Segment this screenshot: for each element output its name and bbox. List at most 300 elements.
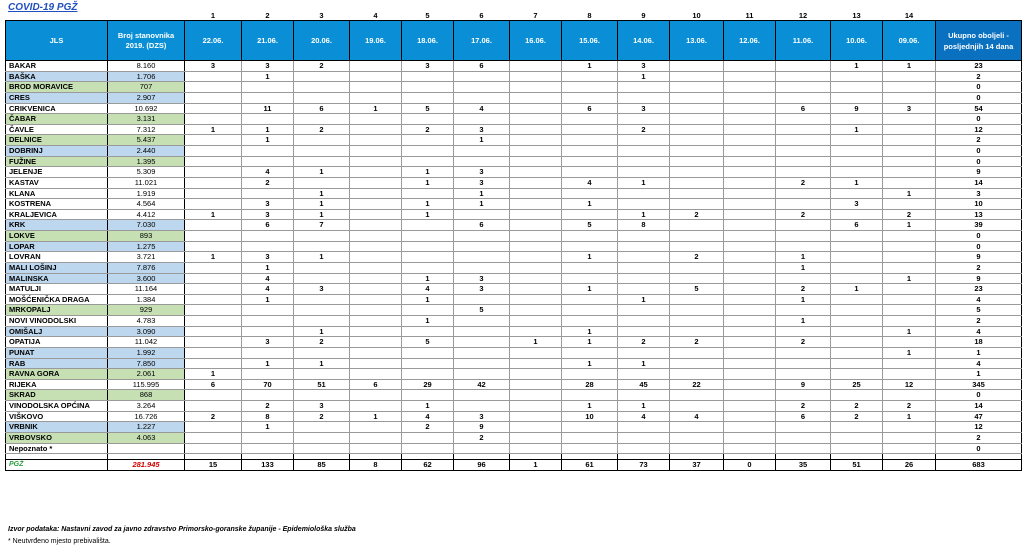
day-total-cell: 8 (350, 460, 402, 471)
day-cell (618, 199, 670, 210)
day-cell (350, 209, 402, 220)
day-cell (294, 71, 350, 82)
population-cell: 3.131 (108, 114, 185, 125)
table-row (6, 273, 1022, 284)
day-cell (883, 114, 936, 125)
day-cell: 3 (454, 284, 510, 295)
day-cell (185, 220, 242, 231)
day-cell: 1 (562, 337, 618, 348)
day-cell (883, 294, 936, 305)
day-cell (510, 411, 562, 422)
date-header: 10.06. (831, 21, 883, 61)
day-cell (510, 284, 562, 295)
day-total-cell: 1 (510, 460, 562, 471)
day-cell: 4 (618, 411, 670, 422)
day-cell (510, 273, 562, 284)
day-cell: 2 (831, 411, 883, 422)
grand-total-cell: 683 (936, 460, 1022, 471)
day-cell (402, 135, 454, 146)
municipality-name: KLANA (6, 188, 108, 199)
table-row (6, 231, 1022, 242)
day-cell: 1 (242, 135, 294, 146)
day-cell (883, 316, 936, 327)
day-cell: 1 (242, 262, 294, 273)
day-cell (294, 156, 350, 167)
table-row (6, 326, 1022, 337)
day-cell (883, 284, 936, 295)
day-cell: 1 (776, 252, 831, 263)
day-cell (670, 326, 724, 337)
day-cell (185, 305, 242, 316)
day-total-cell: 62 (402, 460, 454, 471)
day-cell (883, 262, 936, 273)
population-cell: 1.384 (108, 294, 185, 305)
day-cell (724, 156, 776, 167)
day-cell: 2 (776, 337, 831, 348)
day-cell (724, 61, 776, 72)
table-row (6, 146, 1022, 157)
day-cell: 3 (454, 273, 510, 284)
day-cell (618, 252, 670, 263)
day-cell: 3 (242, 337, 294, 348)
day-cell (562, 156, 618, 167)
population-cell: 1.275 (108, 241, 185, 252)
day-cell (350, 177, 402, 188)
day-cell: 1 (562, 61, 618, 72)
day-cell (724, 135, 776, 146)
day-cell (724, 103, 776, 114)
day-cell (510, 156, 562, 167)
day-cell: 1 (883, 326, 936, 337)
day-cell: 1 (294, 209, 350, 220)
population-cell: 115.995 (108, 379, 185, 390)
day-cell (242, 82, 294, 93)
day-cell: 1 (294, 326, 350, 337)
day-cell (776, 390, 831, 401)
day-cell (670, 390, 724, 401)
day-cell: 3 (454, 177, 510, 188)
day-cell (831, 305, 883, 316)
population-cell: 4.063 (108, 432, 185, 443)
population-cell: 16.726 (108, 411, 185, 422)
day-cell (350, 156, 402, 167)
day-cell: 8 (242, 411, 294, 422)
day-cell (670, 422, 724, 433)
day-cell (350, 167, 402, 178)
day-cell: 70 (242, 379, 294, 390)
municipality-name: Nepoznato * (6, 443, 108, 454)
day-cell (776, 146, 831, 157)
day-cell: 1 (242, 358, 294, 369)
day-cell: 11 (242, 103, 294, 114)
row-total-cell: 0 (936, 92, 1022, 103)
covid-table (5, 10, 1022, 471)
day-cell (618, 390, 670, 401)
table-row (6, 177, 1022, 188)
day-cell (670, 146, 724, 157)
day-cell (670, 369, 724, 380)
day-cell (618, 92, 670, 103)
day-cell: 1 (454, 135, 510, 146)
day-cell (724, 146, 776, 157)
day-cell (185, 273, 242, 284)
row-total-cell: 4 (936, 326, 1022, 337)
population-cell: 3.600 (108, 273, 185, 284)
row-total-cell: 2 (936, 432, 1022, 443)
row-total-cell: 4 (936, 358, 1022, 369)
day-cell (883, 199, 936, 210)
day-cell (670, 294, 724, 305)
day-cell (185, 358, 242, 369)
day-cell (670, 82, 724, 93)
day-cell (242, 241, 294, 252)
row-total-cell: 0 (936, 241, 1022, 252)
day-cell (350, 241, 402, 252)
day-cell (831, 262, 883, 273)
day-cell (185, 156, 242, 167)
table-row (6, 135, 1022, 146)
day-cell (670, 220, 724, 231)
day-cell (510, 188, 562, 199)
municipality-name: DOBRINJ (6, 146, 108, 157)
day-cell: 1 (883, 411, 936, 422)
day-total-cell: 51 (831, 460, 883, 471)
population-cell: 707 (108, 82, 185, 93)
day-cell (402, 347, 454, 358)
date-header: 17.06. (454, 21, 510, 61)
day-cell (724, 177, 776, 188)
day-cell (562, 305, 618, 316)
day-cell (724, 305, 776, 316)
day-cell: 3 (454, 167, 510, 178)
day-cell (185, 241, 242, 252)
row-total-cell: 0 (936, 390, 1022, 401)
date-header: 20.06. (294, 21, 350, 61)
table-row (6, 241, 1022, 252)
day-cell (402, 369, 454, 380)
header-row (6, 21, 1022, 61)
day-cell (454, 443, 510, 454)
day-cell (185, 199, 242, 210)
row-total-cell: 345 (936, 379, 1022, 390)
day-cell (350, 432, 402, 443)
day-cell (724, 443, 776, 454)
day-cell (724, 316, 776, 327)
day-cell (562, 422, 618, 433)
day-cell: 1 (185, 209, 242, 220)
day-cell: 2 (294, 124, 350, 135)
day-cell: 25 (831, 379, 883, 390)
day-cell (618, 156, 670, 167)
day-cell (454, 316, 510, 327)
day-cell (454, 156, 510, 167)
day-cell (185, 188, 242, 199)
population-cell: 5.309 (108, 167, 185, 178)
day-cell (350, 82, 402, 93)
municipality-name: RAB (6, 358, 108, 369)
date-header: 09.06. (883, 21, 936, 61)
municipality-name: KRALJEVICA (6, 209, 108, 220)
day-cell: 1 (618, 294, 670, 305)
day-cell: 3 (242, 209, 294, 220)
population-cell: 11.164 (108, 284, 185, 295)
population-header: Broj stanovnika 2019. (DZS) (108, 21, 185, 61)
day-cell: 5 (402, 337, 454, 348)
day-cell (670, 432, 724, 443)
column-number: 11 (745, 10, 754, 20)
day-cell (618, 167, 670, 178)
day-cell (294, 241, 350, 252)
day-cell: 1 (294, 199, 350, 210)
day-cell: 1 (402, 294, 454, 305)
table-row (6, 294, 1022, 305)
row-total-cell: 2 (936, 71, 1022, 82)
day-cell (185, 82, 242, 93)
population-cell: 7.030 (108, 220, 185, 231)
day-cell: 2 (402, 422, 454, 433)
day-cell: 1 (776, 316, 831, 327)
day-cell (242, 305, 294, 316)
day-cell: 2 (618, 337, 670, 348)
day-cell: 9 (831, 103, 883, 114)
day-cell (562, 316, 618, 327)
population-cell: 2.907 (108, 92, 185, 103)
day-cell (562, 369, 618, 380)
table-row (6, 262, 1022, 273)
date-header: 14.06. (618, 21, 670, 61)
day-cell: 1 (562, 284, 618, 295)
day-cell (618, 326, 670, 337)
day-cell (454, 294, 510, 305)
day-cell (562, 231, 618, 242)
day-cell (185, 316, 242, 327)
day-cell (724, 337, 776, 348)
table-row (6, 167, 1022, 178)
table-row (6, 209, 1022, 220)
day-cell: 1 (402, 401, 454, 412)
day-cell (510, 294, 562, 305)
municipality-name: LOVRAN (6, 252, 108, 263)
population-cell: 2.061 (108, 369, 185, 380)
day-cell: 1 (883, 347, 936, 358)
day-cell: 51 (294, 379, 350, 390)
column-number: 10 (692, 10, 701, 20)
day-cell (402, 71, 454, 82)
day-cell: 2 (294, 61, 350, 72)
day-cell: 2 (402, 124, 454, 135)
day-cell (831, 188, 883, 199)
municipality-name: MOŠĆENIČKA DRAGA (6, 294, 108, 305)
day-cell (776, 124, 831, 135)
population-cell: 1.227 (108, 422, 185, 433)
municipality-name: RAVNA GORA (6, 369, 108, 380)
day-cell: 1 (402, 273, 454, 284)
day-cell (294, 114, 350, 125)
table-row (6, 316, 1022, 327)
table-row (6, 61, 1022, 72)
day-cell (294, 347, 350, 358)
day-cell (776, 273, 831, 284)
day-cell: 1 (294, 167, 350, 178)
day-total-cell: 73 (618, 460, 670, 471)
day-cell (510, 61, 562, 72)
day-cell: 6 (350, 379, 402, 390)
day-cell: 1 (185, 252, 242, 263)
day-cell (402, 231, 454, 242)
day-cell: 4 (402, 284, 454, 295)
day-cell (776, 326, 831, 337)
table-row (6, 379, 1022, 390)
day-cell (724, 199, 776, 210)
day-cell (831, 146, 883, 157)
day-cell (724, 358, 776, 369)
day-cell (883, 305, 936, 316)
day-cell (454, 241, 510, 252)
day-cell (776, 231, 831, 242)
day-cell (618, 316, 670, 327)
day-cell (831, 337, 883, 348)
day-cell: 2 (883, 209, 936, 220)
day-cell (776, 358, 831, 369)
row-total-cell: 4 (936, 294, 1022, 305)
column-number: 13 (852, 10, 861, 20)
day-cell: 1 (454, 199, 510, 210)
day-cell (454, 369, 510, 380)
day-cell (776, 167, 831, 178)
day-cell (562, 167, 618, 178)
day-cell: 1 (242, 124, 294, 135)
day-cell (242, 432, 294, 443)
day-cell (724, 252, 776, 263)
municipality-name: OMIŠALJ (6, 326, 108, 337)
day-cell: 6 (242, 220, 294, 231)
day-cell (724, 114, 776, 125)
day-cell (510, 92, 562, 103)
municipality-name: RIJEKA (6, 379, 108, 390)
day-cell (670, 401, 724, 412)
day-cell: 1 (618, 358, 670, 369)
day-cell (510, 358, 562, 369)
day-cell (350, 92, 402, 103)
day-cell: 3 (454, 411, 510, 422)
day-cell (724, 432, 776, 443)
day-cell: 5 (670, 284, 724, 295)
day-cell (724, 124, 776, 135)
day-cell (402, 326, 454, 337)
day-cell: 1 (454, 188, 510, 199)
day-cell (402, 432, 454, 443)
day-cell: 5 (402, 103, 454, 114)
day-cell (724, 92, 776, 103)
day-cell (294, 305, 350, 316)
day-cell: 1 (883, 220, 936, 231)
day-cell (350, 422, 402, 433)
day-cell (402, 188, 454, 199)
day-cell (510, 82, 562, 93)
day-total-cell: 85 (294, 460, 350, 471)
day-cell (883, 82, 936, 93)
day-cell (776, 71, 831, 82)
day-cell (618, 443, 670, 454)
day-cell (670, 305, 724, 316)
day-cell (776, 305, 831, 316)
day-cell (618, 305, 670, 316)
day-cell (350, 71, 402, 82)
day-cell (454, 252, 510, 263)
day-cell: 4 (242, 273, 294, 284)
day-cell: 9 (454, 422, 510, 433)
table-body (6, 61, 1022, 471)
day-cell: 2 (670, 252, 724, 263)
day-cell (510, 124, 562, 135)
table-row (6, 369, 1022, 380)
municipality-name: VIŠKOVO (6, 411, 108, 422)
day-total-cell: 133 (242, 460, 294, 471)
day-cell (883, 390, 936, 401)
day-cell (883, 432, 936, 443)
day-cell (454, 146, 510, 157)
day-cell (402, 390, 454, 401)
day-cell (185, 390, 242, 401)
day-cell (350, 124, 402, 135)
day-cell (350, 305, 402, 316)
day-cell (724, 379, 776, 390)
population-cell (108, 443, 185, 454)
day-cell (724, 241, 776, 252)
day-cell (724, 167, 776, 178)
day-cell (776, 241, 831, 252)
day-cell (618, 422, 670, 433)
day-cell: 1 (242, 422, 294, 433)
day-cell (510, 146, 562, 157)
day-cell (185, 432, 242, 443)
day-cell: 3 (242, 199, 294, 210)
municipality-name: BAKAR (6, 61, 108, 72)
day-cell: 1 (618, 177, 670, 188)
day-cell: 12 (883, 379, 936, 390)
day-cell (670, 167, 724, 178)
municipality-name: MATULJI (6, 284, 108, 295)
municipality-name: LOKVE (6, 231, 108, 242)
day-cell (510, 326, 562, 337)
day-cell (242, 347, 294, 358)
day-cell: 2 (776, 284, 831, 295)
day-cell (831, 114, 883, 125)
day-cell (618, 146, 670, 157)
day-cell (618, 273, 670, 284)
municipality-name: MALINSKA (6, 273, 108, 284)
day-cell: 1 (831, 177, 883, 188)
day-cell: 5 (454, 305, 510, 316)
day-cell: 5 (562, 220, 618, 231)
day-cell (454, 262, 510, 273)
day-cell (724, 273, 776, 284)
day-cell: 1 (402, 177, 454, 188)
day-cell (883, 252, 936, 263)
day-cell (883, 443, 936, 454)
row-total-cell: 0 (936, 82, 1022, 93)
day-cell (724, 369, 776, 380)
day-cell (294, 294, 350, 305)
day-cell (831, 358, 883, 369)
day-cell (294, 231, 350, 242)
day-cell (883, 337, 936, 348)
row-total-cell: 0 (936, 156, 1022, 167)
day-cell: 2 (776, 177, 831, 188)
day-cell: 1 (294, 358, 350, 369)
day-cell (402, 114, 454, 125)
day-cell (776, 61, 831, 72)
